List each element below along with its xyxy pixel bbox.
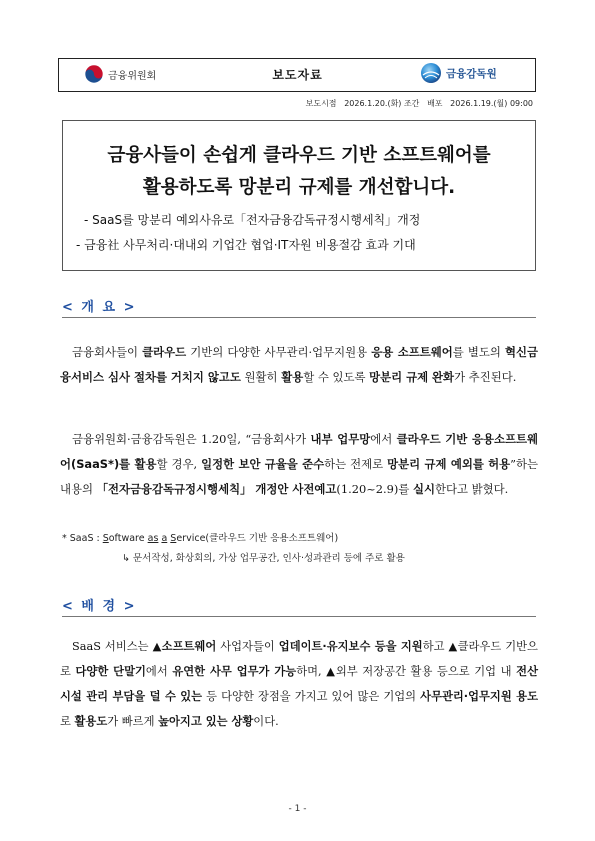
body-text: 할 수 있도록: [303, 370, 370, 384]
release-label: 보도시점: [305, 99, 337, 108]
emphasis-text: ▲소프트웨어: [152, 640, 217, 653]
emphasis-text: 망분리 규제 완화: [369, 370, 455, 384]
subheadline-1: - SaaS를 망분리 예외사유로「전자금융감독규정시행세칙」개정: [84, 213, 421, 227]
subheadline-2: - 금융社 사무처리·대내외 기업간 협업·IT자원 비용절감 효과 기대: [76, 238, 416, 252]
body-text: 원활히: [240, 370, 282, 384]
emphasis-text: 활용도: [74, 715, 108, 728]
distribution-time: 2026.1.19.(월) 09:00: [450, 99, 533, 108]
body-text: 이다.: [253, 715, 279, 728]
body-text: 에서: [370, 432, 397, 446]
emphasis-text: 실시: [412, 482, 435, 496]
emphasis-text: 사무관리·업무지원 용도: [420, 690, 538, 703]
emphasis-text: 일정한 보안 규율을 준수: [201, 457, 325, 471]
overview-heading: < 개 요 >: [62, 300, 137, 315]
emphasis-text: 클라우드: [142, 345, 187, 359]
page-number: - 1 -: [288, 804, 307, 814]
emphasis-text: 유연한 사무 업무가 가능: [172, 665, 297, 678]
body-text: SaaS 서비스는: [72, 640, 153, 653]
body-text: 금융위원회·금융감독원은 1.20일, “금융회사가: [72, 432, 311, 446]
overview-divider: [62, 317, 536, 318]
emphasis-text: 응용 소프트웨어: [371, 345, 453, 359]
body-text: 에서: [145, 665, 173, 678]
emphasis-text: 내부 업무망: [310, 432, 371, 446]
headline-line-2: 활용하도록 망분리 규제를 개선합니다.: [142, 177, 456, 198]
release-info: [306, 98, 533, 109]
body-text: 가 빠르게: [107, 715, 159, 728]
emphasis-text: 전산 시설 관리 부담을 덜 수 있는: [60, 665, 538, 703]
body-text: 하는 전제로: [324, 457, 388, 471]
saas-usage-note: ↳ 문서작성, 화상회의, 가상 업무공간, 인사·성과관리 등에 주로 활용: [122, 553, 405, 564]
release-time: 2026.1.20.(화) 조간: [344, 99, 420, 108]
saas-footnote: * SaaS : Software as a Service(클라우드 기반 응용소프트웨어): [62, 533, 339, 544]
background-heading: < 배 경 >: [62, 599, 137, 614]
left-org-name: 금융위원회: [108, 70, 157, 82]
body-text: 가 추진된다.: [454, 370, 517, 384]
doc-type-label: 보도자료: [272, 68, 323, 82]
body-text: 하며, ▲외부 저장공간 활용 등으로 기업 내: [296, 665, 517, 678]
emphasis-text: 다양한 단말기: [75, 665, 146, 678]
body-text: 금융회사들이: [72, 345, 143, 359]
body-text: (1.20~2.9)를: [336, 482, 413, 496]
emphasis-text: 망분리 규제 예외를 허용: [387, 457, 511, 471]
body-text: 할 경우,: [156, 457, 202, 471]
overview-paragraph-1: [60, 340, 538, 390]
body-text: 사업자들이: [216, 640, 279, 653]
emphasis-text: 활용: [281, 370, 304, 384]
emphasis-text: 「전자금융감독규정시행세칙」 개정안 사전예고: [96, 482, 337, 496]
emphasis-text: 클라우드 기반 응용소프트웨어(SaaS*)를 활용: [60, 432, 538, 471]
distribution-label: 배포: [427, 99, 443, 108]
body-text: 한다고 밝혔다.: [434, 482, 509, 496]
fss-logo: [420, 62, 497, 84]
body-text: ”하는 내용의: [60, 457, 539, 496]
right-org-name: 금융감독원: [446, 67, 497, 80]
body-text: 하고 ▲클라우드 기반으로: [60, 640, 538, 678]
emphasis-text: 혁신금융서비스 심사 절차를 거치지 않고도: [60, 345, 538, 384]
overview-paragraph-2: [60, 427, 538, 502]
emphasis-text: 높아지고 있는 상황: [158, 715, 254, 728]
background-divider: [62, 616, 536, 617]
body-text: 로: [60, 715, 75, 728]
body-text: 를 별도의: [452, 345, 505, 359]
headline-line-1: 금융사들이 손쉽게 클라우드 기반 소프트웨어를: [107, 145, 491, 166]
body-text: 기반의 다양한 사무관리·업무지원용: [186, 345, 372, 359]
background-paragraph-1: [60, 634, 538, 734]
emphasis-text: 업데이트·유지보수 등을 지원: [278, 640, 423, 653]
body-text: 등 다양한 장점을 가지고 있어 많은 기업의: [202, 690, 421, 703]
fss-globe-icon: [420, 62, 442, 84]
